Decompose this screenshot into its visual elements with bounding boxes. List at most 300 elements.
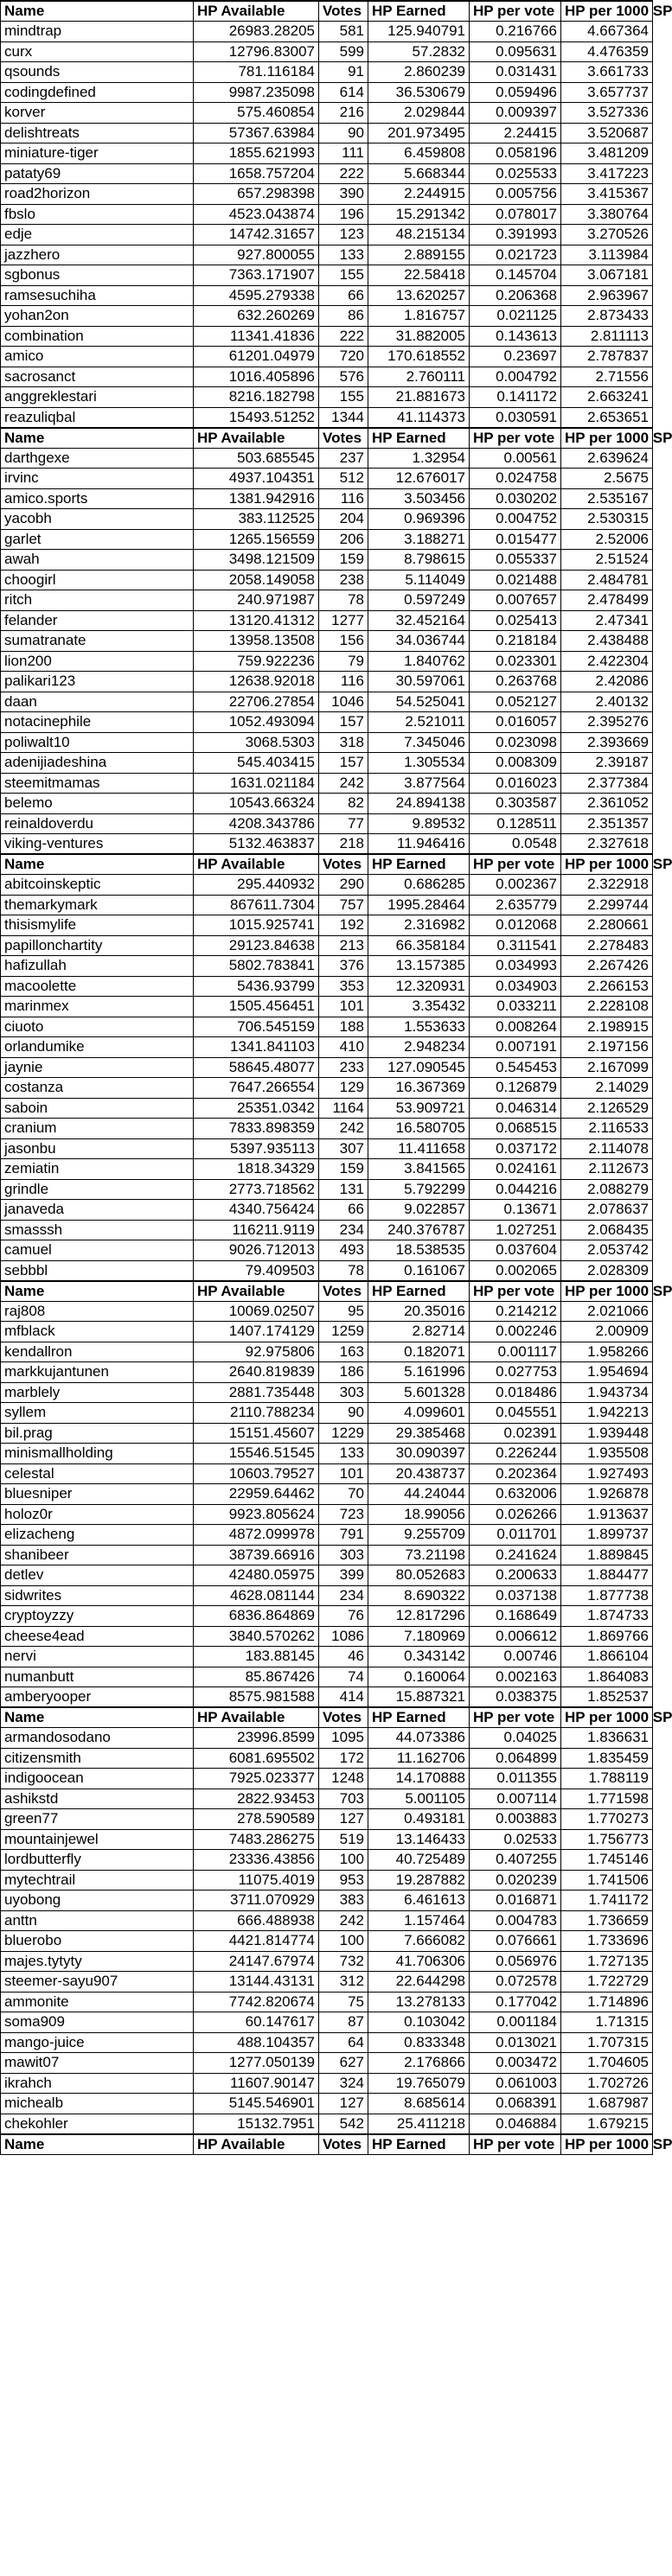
cell-hp-available: 8216.182798 [194, 387, 319, 408]
cell-hp-earned: 12.817296 [368, 1606, 470, 1627]
cell-hp-earned: 2.244915 [368, 184, 470, 205]
table-row [1, 143, 653, 164]
cell-hp-per-1000-sp: 2.530315 [561, 509, 653, 530]
cell-hp-per-vote: 0.024161 [470, 1159, 561, 1180]
cell-hp-per-1000-sp: 3.380764 [561, 204, 653, 225]
cell-votes: 1229 [319, 1423, 368, 1444]
cell-hp-earned: 8.798615 [368, 550, 470, 571]
cell-name: qsounds [1, 62, 194, 83]
cell-hp-earned: 25.411218 [368, 2114, 470, 2134]
cell-name: sumatranate [1, 631, 194, 652]
cell-votes: 163 [319, 1342, 368, 1362]
table-row [1, 1789, 653, 1809]
cell-hp-available: 1818.34329 [194, 1159, 319, 1180]
cell-hp-earned: 11.946416 [368, 834, 470, 855]
cell-name: markkujantunen [1, 1362, 194, 1383]
cell-hp-available: 183.88145 [194, 1647, 319, 1667]
table-row [1, 387, 653, 408]
table-row [1, 570, 653, 590]
cell-votes: 542 [319, 2114, 368, 2134]
cell-name: belemo [1, 794, 194, 814]
cell-votes: 720 [319, 347, 368, 367]
cell-hp-per-vote: 0.045551 [470, 1403, 561, 1424]
cell-hp-per-1000-sp: 1.679215 [561, 2114, 653, 2134]
cell-hp-per-vote: 0.016871 [470, 1891, 561, 1911]
table-row [1, 1403, 653, 1424]
cell-hp-earned: 0.833348 [368, 2032, 470, 2053]
cell-hp-per-1000-sp: 2.068435 [561, 1220, 653, 1240]
cell-hp-per-1000-sp: 1.889845 [561, 1545, 653, 1565]
cell-hp-earned: 48.215134 [368, 225, 470, 245]
cell-hp-per-1000-sp: 1.733696 [561, 1931, 653, 1952]
table-row [1, 1382, 653, 1403]
table-row [1, 1220, 653, 1240]
cell-votes: 90 [319, 1403, 368, 1424]
cell-name: bil.prag [1, 1423, 194, 1444]
cell-hp-earned: 15.887321 [368, 1687, 470, 1708]
cell-hp-per-1000-sp: 3.113984 [561, 245, 653, 265]
cell-hp-earned: 9.255709 [368, 1525, 470, 1546]
column-header-hp-per-vote: HP per vote [470, 2134, 561, 2155]
cell-hp-earned: 7.345046 [368, 732, 470, 753]
cell-votes: 376 [319, 956, 368, 977]
cell-hp-per-vote: 0.241624 [470, 1545, 561, 1565]
cell-hp-available: 4340.756424 [194, 1200, 319, 1221]
cell-name: themarkymark [1, 895, 194, 915]
cell-name: holoz0r [1, 1504, 194, 1525]
table-row [1, 2053, 653, 2074]
cell-hp-per-vote: 0.545453 [470, 1057, 561, 1078]
cell-hp-earned: 16.367369 [368, 1078, 470, 1099]
cell-name: michealb [1, 2094, 194, 2114]
cell-hp-earned: 9.89532 [368, 813, 470, 834]
cell-votes: 312 [319, 1972, 368, 1993]
cell-name: ammonite [1, 1992, 194, 2012]
cell-name: ritch [1, 590, 194, 611]
cell-hp-per-vote: 0.011355 [470, 1769, 561, 1789]
cell-hp-available: 22959.64462 [194, 1484, 319, 1505]
table-row [1, 976, 653, 997]
cell-hp-per-1000-sp: 2.114078 [561, 1138, 653, 1159]
column-header-hp-per-1000-sp: HP per 1000 SP [561, 1281, 653, 1302]
cell-name: janaveda [1, 1200, 194, 1221]
cell-name: amico [1, 347, 194, 367]
cell-hp-available: 13144.43131 [194, 1972, 319, 1993]
cell-votes: 234 [319, 1220, 368, 1240]
cell-name: steemer-sayu907 [1, 1972, 194, 1993]
cell-hp-available: 2881.735448 [194, 1382, 319, 1403]
cell-hp-available: 10603.79527 [194, 1463, 319, 1484]
column-header-hp-per-vote: HP per vote [470, 1281, 561, 1302]
cell-name: awah [1, 550, 194, 571]
table-row [1, 2094, 653, 2114]
cell-hp-per-1000-sp: 2.535167 [561, 488, 653, 509]
cell-votes: 155 [319, 265, 368, 286]
cell-hp-earned: 3.877564 [368, 773, 470, 794]
cell-hp-available: 867611.7304 [194, 895, 319, 915]
column-header-hp-per-vote: HP per vote [470, 1, 561, 22]
cell-name: saboin [1, 1098, 194, 1119]
column-header-name: Name [1, 2134, 194, 2155]
cell-name: armandosodano [1, 1728, 194, 1749]
cell-name: yacobh [1, 509, 194, 530]
cell-name: ciuoto [1, 1017, 194, 1037]
table-row [1, 245, 653, 265]
cell-votes: 1046 [319, 692, 368, 712]
cell-hp-available: 706.545159 [194, 1017, 319, 1037]
cell-hp-available: 1052.493094 [194, 712, 319, 733]
cell-hp-per-vote: 0.002163 [470, 1667, 561, 1687]
cell-hp-per-vote: 0.023098 [470, 732, 561, 753]
cell-hp-available: 759.922236 [194, 651, 319, 672]
cell-votes: 156 [319, 631, 368, 652]
cell-hp-available: 3498.121509 [194, 550, 319, 571]
cell-hp-per-vote: 0.005756 [470, 184, 561, 205]
cell-hp-earned: 14.170888 [368, 1769, 470, 1789]
cell-hp-per-1000-sp: 1.707315 [561, 2032, 653, 2053]
cell-votes: 303 [319, 1382, 368, 1403]
cell-hp-per-1000-sp: 3.417223 [561, 163, 653, 184]
cell-hp-per-vote: 0.002367 [470, 875, 561, 896]
cell-hp-per-1000-sp: 2.278483 [561, 935, 653, 956]
cell-hp-available: 7647.266554 [194, 1078, 319, 1099]
cell-name: road2horizon [1, 184, 194, 205]
cell-name: cheese4ead [1, 1626, 194, 1647]
table-row [1, 1138, 653, 1159]
cell-hp-per-1000-sp: 1.852537 [561, 1687, 653, 1708]
cell-hp-available: 22706.27854 [194, 692, 319, 712]
cell-hp-earned: 5.668344 [368, 163, 470, 184]
cell-hp-per-1000-sp: 2.653651 [561, 407, 653, 428]
cell-name: celestal [1, 1463, 194, 1484]
cell-hp-per-vote: 0.200633 [470, 1565, 561, 1586]
table-row [1, 184, 653, 205]
table-row [1, 1910, 653, 1931]
cell-hp-available: 14742.31657 [194, 225, 319, 245]
cell-hp-available: 5802.783841 [194, 956, 319, 977]
cell-name: bluerobo [1, 1931, 194, 1952]
cell-hp-per-vote: 0.058196 [470, 143, 561, 164]
cell-hp-available: 2110.788234 [194, 1403, 319, 1424]
table-row [1, 1972, 653, 1993]
cell-votes: 131 [319, 1179, 368, 1200]
table-row [1, 1525, 653, 1546]
cell-name: jaynie [1, 1057, 194, 1078]
table-row [1, 732, 653, 753]
cell-votes: 213 [319, 935, 368, 956]
cell-hp-per-1000-sp: 2.663241 [561, 387, 653, 408]
cell-votes: 242 [319, 773, 368, 794]
cell-hp-per-1000-sp: 4.476359 [561, 41, 653, 62]
cell-hp-per-1000-sp: 1.702726 [561, 2073, 653, 2094]
cell-hp-earned: 1.840762 [368, 651, 470, 672]
cell-name: viking-ventures [1, 834, 194, 855]
cell-votes: 77 [319, 813, 368, 834]
cell-hp-available: 13958.13508 [194, 631, 319, 652]
cell-hp-per-vote: 0.263768 [470, 672, 561, 692]
cell-name: chekohler [1, 2114, 194, 2134]
cell-hp-per-vote: 0.00561 [470, 448, 561, 469]
cell-hp-per-1000-sp: 1.913637 [561, 1504, 653, 1525]
cell-hp-earned: 20.35016 [368, 1301, 470, 1322]
cell-votes: 129 [319, 1078, 368, 1099]
cell-hp-available: 383.112525 [194, 509, 319, 530]
cell-hp-available: 7363.171907 [194, 265, 319, 286]
cell-name: majes.tytyty [1, 1951, 194, 1972]
table-row [1, 1200, 653, 1221]
table-row [1, 1850, 653, 1871]
cell-hp-earned: 0.597249 [368, 590, 470, 611]
table-row [1, 1829, 653, 1850]
cell-name: kendallron [1, 1342, 194, 1362]
cell-hp-per-1000-sp: 1.756773 [561, 1829, 653, 1850]
cell-hp-per-1000-sp: 2.361052 [561, 794, 653, 814]
cell-hp-per-vote: 1.027251 [470, 1220, 561, 1240]
cell-votes: 218 [319, 834, 368, 855]
cell-hp-available: 13120.41312 [194, 610, 319, 631]
column-header-hp-available: HP Available [194, 854, 319, 875]
cell-hp-per-vote: 0.021125 [470, 306, 561, 327]
cell-hp-per-vote: 0.168649 [470, 1606, 561, 1627]
cell-hp-available: 26983.28205 [194, 22, 319, 42]
cell-name: shanibeer [1, 1545, 194, 1565]
cell-hp-per-vote: 0.021723 [470, 245, 561, 265]
cell-hp-earned: 1.32954 [368, 448, 470, 469]
cell-name: mountainjewel [1, 1829, 194, 1850]
table-row [1, 204, 653, 225]
cell-votes: 78 [319, 1260, 368, 1281]
cell-hp-per-vote: 0.038375 [470, 1687, 561, 1708]
table-row [1, 550, 653, 571]
cell-votes: 159 [319, 550, 368, 571]
cell-hp-per-1000-sp: 2.267426 [561, 956, 653, 977]
column-header-hp-per-1000-sp: HP per 1000 SP [561, 1, 653, 22]
cell-votes: 101 [319, 997, 368, 1017]
cell-votes: 216 [319, 103, 368, 124]
cell-hp-earned: 53.909721 [368, 1098, 470, 1119]
cell-hp-earned: 2.760111 [368, 367, 470, 387]
table-row [1, 2032, 653, 2053]
header-row [1, 2134, 653, 2155]
cell-hp-available: 10069.02507 [194, 1301, 319, 1322]
table-row [1, 285, 653, 306]
cell-name: jasonbu [1, 1138, 194, 1159]
cell-hp-available: 575.460854 [194, 103, 319, 124]
cell-hp-per-1000-sp: 1.927493 [561, 1463, 653, 1484]
cell-hp-per-1000-sp: 2.00909 [561, 1322, 653, 1342]
cell-hp-earned: 44.24044 [368, 1484, 470, 1505]
cell-hp-earned: 20.438737 [368, 1463, 470, 1484]
cell-votes: 127 [319, 1809, 368, 1830]
cell-name: jazzhero [1, 245, 194, 265]
cell-hp-per-1000-sp: 1.864083 [561, 1667, 653, 1687]
cell-votes: 75 [319, 1992, 368, 2012]
cell-name: daan [1, 692, 194, 712]
cell-name: green77 [1, 1809, 194, 1830]
cell-hp-per-1000-sp: 1.939448 [561, 1423, 653, 1444]
cell-hp-available: 632.260269 [194, 306, 319, 327]
table-row [1, 1606, 653, 1627]
cell-hp-earned: 1.816757 [368, 306, 470, 327]
cell-hp-per-1000-sp: 1.884477 [561, 1565, 653, 1586]
cell-hp-per-vote: 0.23697 [470, 347, 561, 367]
cell-hp-per-vote: 0.007191 [470, 1037, 561, 1058]
cell-name: orlandumike [1, 1037, 194, 1058]
cell-hp-earned: 1.157464 [368, 1910, 470, 1931]
cell-hp-per-vote: 0.068391 [470, 2094, 561, 2114]
cell-hp-per-vote: 0.128511 [470, 813, 561, 834]
cell-hp-per-vote: 0.021488 [470, 570, 561, 590]
table-row [1, 1037, 653, 1058]
cell-hp-per-vote: 0.056976 [470, 1951, 561, 1972]
cell-hp-per-1000-sp: 2.52006 [561, 529, 653, 550]
cell-name: fbslo [1, 204, 194, 225]
cell-hp-earned: 7.180969 [368, 1626, 470, 1647]
cell-name: macoolette [1, 976, 194, 997]
table-row [1, 753, 653, 774]
cell-votes: 519 [319, 1829, 368, 1850]
cell-hp-per-vote: 0.003883 [470, 1809, 561, 1830]
cell-hp-per-vote: 0.025533 [470, 163, 561, 184]
cell-name: delishtreats [1, 123, 194, 143]
cell-votes: 242 [319, 1910, 368, 1931]
cell-hp-available: 15546.51545 [194, 1444, 319, 1464]
cell-name: garlet [1, 529, 194, 550]
table-row [1, 1667, 653, 1687]
cell-hp-available: 4208.343786 [194, 813, 319, 834]
cell-votes: 101 [319, 1463, 368, 1484]
column-header-hp-available: HP Available [194, 1, 319, 22]
cell-votes: 192 [319, 915, 368, 936]
column-header-hp-per-vote: HP per vote [470, 854, 561, 875]
column-header-votes: Votes [319, 2134, 368, 2155]
cell-hp-available: 4872.099978 [194, 1525, 319, 1546]
cell-hp-earned: 3.188271 [368, 529, 470, 550]
cell-hp-per-1000-sp: 1.866104 [561, 1647, 653, 1667]
cell-votes: 127 [319, 2094, 368, 2114]
cell-hp-earned: 5.114049 [368, 570, 470, 590]
cell-name: pataty69 [1, 163, 194, 184]
table-row [1, 82, 653, 103]
cell-name: irvinc [1, 469, 194, 489]
cell-hp-earned: 41.706306 [368, 1951, 470, 1972]
cell-hp-per-vote: 0.030202 [470, 488, 561, 509]
cell-name: zemiatin [1, 1159, 194, 1180]
cell-hp-per-vote: 0.407255 [470, 1850, 561, 1871]
table-row [1, 1728, 653, 1749]
cell-name: palikari123 [1, 672, 194, 692]
header-row [1, 1281, 653, 1302]
cell-hp-per-vote: 0.0548 [470, 834, 561, 855]
cell-hp-available: 1505.456451 [194, 997, 319, 1017]
cell-hp-per-vote: 0.030591 [470, 407, 561, 428]
cell-votes: 157 [319, 712, 368, 733]
column-header-name: Name [1, 428, 194, 449]
column-header-hp-earned: HP Earned [368, 854, 470, 875]
cell-name: lordbutterfly [1, 1850, 194, 1871]
cell-hp-available: 2058.149058 [194, 570, 319, 590]
cell-name: curx [1, 41, 194, 62]
cell-votes: 46 [319, 1647, 368, 1667]
cell-hp-per-1000-sp: 3.481209 [561, 143, 653, 164]
cell-name: poliwalt10 [1, 732, 194, 753]
cell-hp-earned: 13.157385 [368, 956, 470, 977]
cell-hp-available: 15151.45607 [194, 1423, 319, 1444]
cell-hp-earned: 73.21198 [368, 1545, 470, 1565]
table-row [1, 1260, 653, 1281]
cell-hp-per-1000-sp: 1.835459 [561, 1748, 653, 1769]
table-row [1, 265, 653, 286]
cell-hp-earned: 1995.28464 [368, 895, 470, 915]
cell-hp-per-vote: 0.059496 [470, 82, 561, 103]
table-row [1, 1931, 653, 1952]
cell-votes: 87 [319, 2012, 368, 2033]
table-row [1, 651, 653, 672]
cell-hp-per-vote: 0.095631 [470, 41, 561, 62]
cell-hp-per-1000-sp: 1.736659 [561, 1910, 653, 1931]
cell-votes: 186 [319, 1362, 368, 1383]
column-header-hp-per-1000-sp: HP per 1000 SP [561, 854, 653, 875]
cell-hp-per-1000-sp: 2.873433 [561, 306, 653, 327]
cell-hp-per-1000-sp: 2.438488 [561, 631, 653, 652]
cell-hp-per-1000-sp: 1.877738 [561, 1585, 653, 1606]
table-row [1, 1484, 653, 1505]
cell-hp-earned: 66.358184 [368, 935, 470, 956]
cell-name: ikrahch [1, 2073, 194, 2094]
cell-hp-per-vote: 0.226244 [470, 1444, 561, 1464]
cell-hp-available: 1855.621993 [194, 143, 319, 164]
table-row [1, 326, 653, 347]
column-header-hp-available: HP Available [194, 2134, 319, 2155]
cell-hp-per-vote: 0.008264 [470, 1017, 561, 1037]
cell-name: adenijiadeshina [1, 753, 194, 774]
cell-hp-available: 2773.718562 [194, 1179, 319, 1200]
table-row [1, 367, 653, 387]
cell-hp-per-1000-sp: 1.771598 [561, 1789, 653, 1809]
cell-hp-available: 3711.070929 [194, 1891, 319, 1911]
cell-hp-per-vote: 0.076661 [470, 1931, 561, 1952]
column-header-hp-per-1000-sp: HP per 1000 SP [561, 428, 653, 449]
cell-name: amico.sports [1, 488, 194, 509]
cell-hp-available: 15493.51252 [194, 407, 319, 428]
cell-hp-per-1000-sp: 1.788119 [561, 1769, 653, 1789]
cell-hp-per-vote: 0.311541 [470, 935, 561, 956]
cell-votes: 100 [319, 1850, 368, 1871]
cell-hp-per-1000-sp: 2.021066 [561, 1301, 653, 1322]
table-row [1, 1179, 653, 1200]
cell-hp-per-1000-sp: 2.322918 [561, 875, 653, 896]
cell-hp-available: 295.440932 [194, 875, 319, 896]
cell-name: bluesniper [1, 1484, 194, 1505]
cell-hp-earned: 16.580705 [368, 1119, 470, 1139]
cell-hp-per-1000-sp: 3.067181 [561, 265, 653, 286]
table-row [1, 1870, 653, 1891]
cell-hp-per-vote: 0.016057 [470, 712, 561, 733]
column-header-hp-earned: HP Earned [368, 428, 470, 449]
cell-hp-available: 657.298398 [194, 184, 319, 205]
cell-hp-available: 7483.286275 [194, 1829, 319, 1850]
cell-votes: 70 [319, 1484, 368, 1505]
cell-hp-per-1000-sp: 1.722729 [561, 1972, 653, 1993]
cell-name: miniature-tiger [1, 143, 194, 164]
cell-hp-per-1000-sp: 2.126529 [561, 1098, 653, 1119]
cell-votes: 581 [319, 22, 368, 42]
cell-hp-per-vote: 0.052127 [470, 692, 561, 712]
cell-name: marinmex [1, 997, 194, 1017]
cell-hp-available: 42480.05975 [194, 1565, 319, 1586]
cell-hp-per-vote: 0.003472 [470, 2053, 561, 2074]
cell-hp-earned: 18.538535 [368, 1240, 470, 1261]
